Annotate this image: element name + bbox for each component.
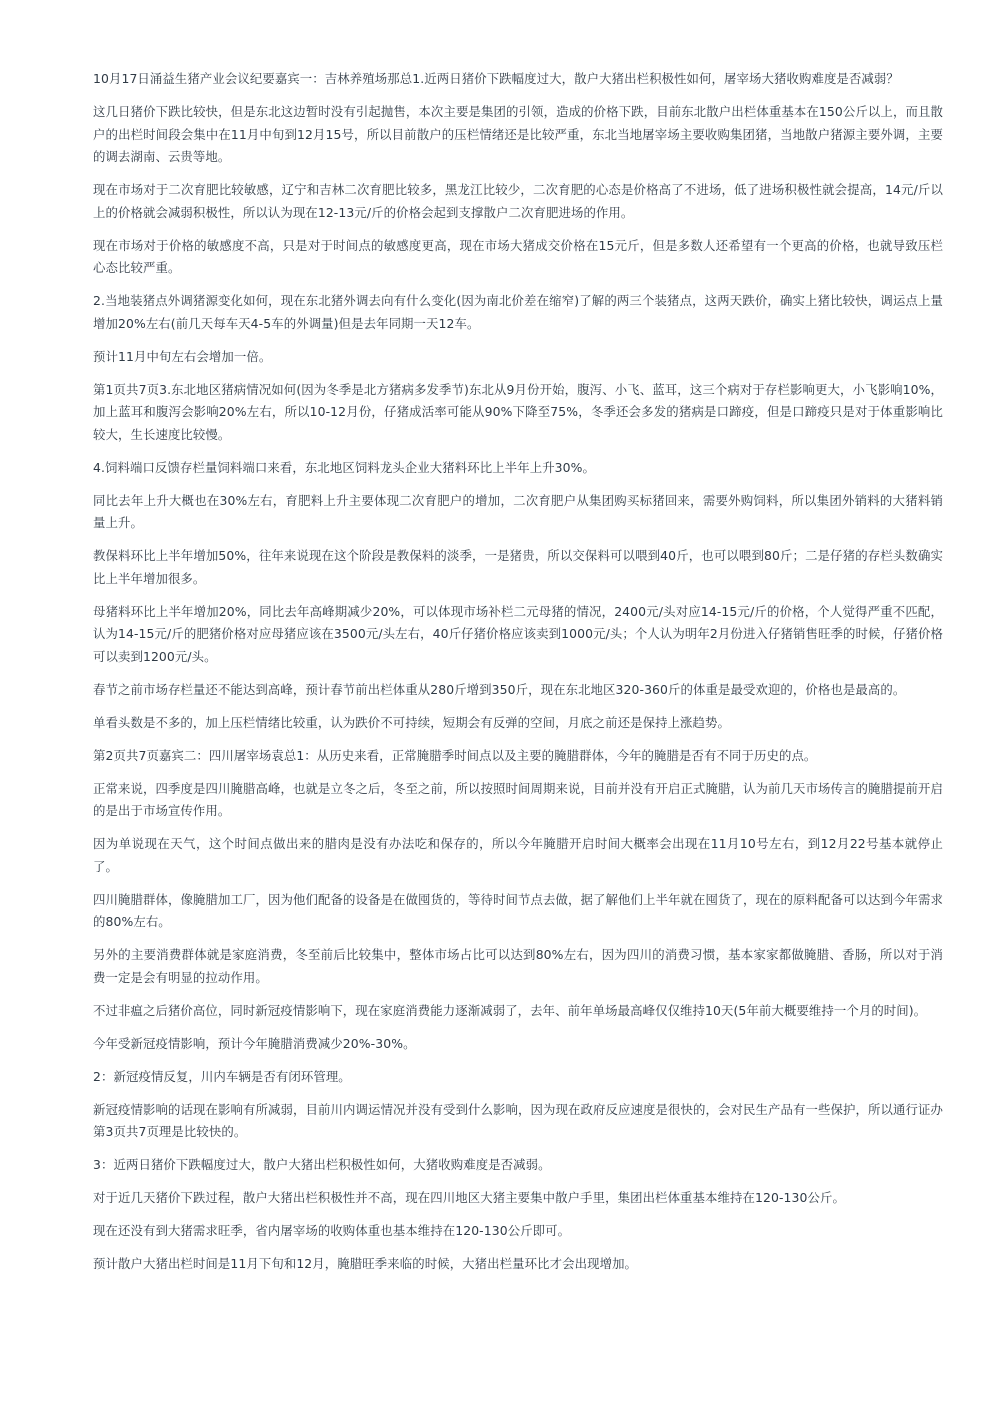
paragraph: 新冠疫情影响的话现在影响有所减弱，目前川内调运情况并没有受到什么影响，因为现在政府反应速度是很快的，会对民生产品有一些保护，所以通行证办第3页共7页理是比较快的。 xyxy=(93,1101,943,1139)
paragraph: 不过非瘟之后猪价高位，同时新冠疫情影响下，现在家庭消费能力逐渐减弱了，去年、前年单场最高峰仅仅维持10天(5年前大概要维持一个月的时间)。 xyxy=(93,1002,927,1018)
paragraph: 现在还没有到大猪需求旺季，省内屠宰场的收购体重也基本维持在120-130公斤即可。 xyxy=(93,1223,571,1238)
paragraph: 3：近两日猪价下跌幅度过大，散户大猪出栏积极性如何，大猪收购难度是否减弱。 xyxy=(93,1157,551,1172)
paragraph: 10月17日涌益生猪产业会议纪要嘉宾一：吉林养殖场那总1.近两日猪价下跌幅度过大，散户大猪出栏积极性如何，屠宰场大猪收购难度是否减弱？ xyxy=(93,71,899,86)
paragraph: 现在市场对于价格的敏感度不高，只是对于时间点的敏感度更高，现在市场大猪成交价格在15元斤，但是多数人还希望有一个更高的价格，也就导致压栏心态比较严重。 xyxy=(93,237,943,275)
document-body xyxy=(93,68,943,1286)
paragraph: 因为单说现在天气，这个时间点做出来的腊肉是没有办法吃和保存的，所以今年腌腊开启时间大概率会出现在11月10号左右，到12月22号基本就停止了。 xyxy=(93,836,943,874)
paragraph: 教保料环比上半年增加50%，往年来说现在这个阶段是教保料的淡季，一是猪贵，所以交保料可以喂到40斤，也可以喂到80斤；二是仔猪的存栏头数确实比上半年增加很多。 xyxy=(93,548,943,586)
paragraph: 现在市场对于二次育肥比较敏感，辽宁和吉林二次育肥比较多，黑龙江比较少，二次育肥的心态是价格高了不进场，低了进场积极性就会提高，14元/斤以上的价格就会减弱积极性，所以认为现在12-13元/斤的价格会起到支撑散户二次育肥进场的作用。 xyxy=(93,182,943,220)
paragraph: 预计散户大猪出栏时间是11月下旬和12月，腌腊旺季来临的时候，大猪出栏量环比才会出现增加。 xyxy=(93,1256,638,1271)
paragraph: 第1页共7页3.东北地区猪病情况如何(因为冬季是北方猪病多发季节)东北从9月份开始，腹泻、小飞、蓝耳，这三个病对于存栏影响更大，小飞影响10%，加上蓝耳和腹泻会影响20%左右，所以10-12月份，仔猪成活率可能从90%下降至75%，冬季还会多发的猪病是口蹄疫，但是口蹄疫只是对于体重影响比较大，生长速度比较慢。 xyxy=(93,381,943,442)
paragraph: 单看头数是不多的，加上压栏情绪比较重，认为跌价不可持续，短期会有反弹的空间，月底之前还是保持上涨趋势。 xyxy=(93,714,731,730)
paragraph: 四川腌腊群体，像腌腊加工厂，因为他们配备的设备是在做囤货的，等待时间节点去做，据了解他们上半年就在囤货了，现在的原料配备可以达到今年需求的80%左右。 xyxy=(93,891,943,929)
paragraph: 第2页共7页嘉宾二：四川屠宰场袁总1：从历史来看，正常腌腊季时间点以及主要的腌腊群体，今年的腌腊是否有不同于历史的点。 xyxy=(93,747,817,763)
paragraph: 2：新冠疫情反复，川内车辆是否有闭环管理。 xyxy=(93,1068,351,1084)
paragraph: 预计11月中旬左右会增加一倍。 xyxy=(93,348,272,364)
paragraph: 春节之前市场存栏量还不能达到高峰，预计春节前出栏体重从280斤增到350斤，现在东北地区320-360斤的体重是最受欢迎的，价格也是最高的。 xyxy=(93,681,906,697)
paragraph: 这几日猪价下跌比较快，但是东北这边暂时没有引起抛售，本次主要是集团的引领，造成的价格下跌，目前东北散户出栏体重基本在150公斤以上，而且散户的出栏时间段会集中在11月中旬到12月15号，所以目前散户的压栏情绪还是比较严重，东北当地屠宰场主要收购集团猪，当地散户猪源主要外调，主要的调去湖南、云贵等地。 xyxy=(93,104,943,164)
paragraph: 今年受新冠疫情影响，预计今年腌腊消费减少20%-30%。 xyxy=(93,1035,416,1051)
paragraph: 对于近几天猪价下跌过程，散户大猪出栏积极性并不高，现在四川地区大猪主要集中散户手里，集团出栏体重基本维持在120-130公斤。 xyxy=(93,1190,845,1205)
paragraph: 4.饲料端口反馈存栏量饲料端口来看，东北地区饲料龙头企业大猪料环比上半年上升30%。 xyxy=(93,459,596,475)
paragraph: 同比去年上升大概也在30%左右，育肥料上升主要体现二次育肥户的增加，二次育肥户从集团购买标猪回来，需要外购饲料，所以集团外销料的大猪料销量上升。 xyxy=(93,492,943,530)
paragraph: 另外的主要消费群体就是家庭消费，冬至前后比较集中，整体市场占比可以达到80%左右，因为四川的消费习惯，基本家家都做腌腊、香肠，所以对于消费一定是会有明显的拉动作用。 xyxy=(93,947,943,985)
paragraph: 母猪料环比上半年增加20%，同比去年高峰期减少20%，可以体现市场补栏二元母猪的情况，2400元/头对应14-15元/斤的价格，个人觉得严重不匹配，认为14-15元/斤的肥猪价格对应母猪应该在3500元/头左右，40斤仔猪价格应该卖到1000元/头；个人认为明年2月份进入仔猪销售旺季的时候，仔猪价格可以卖到1200元/头。 xyxy=(93,603,943,664)
paragraph: 正常来说，四季度是四川腌腊高峰，也就是立冬之后，冬至之前，所以按照时间周期来说，目前并没有开启正式腌腊，认为前几天市场传言的腌腊提前开启的是出于市场宣传作用。 xyxy=(93,780,943,818)
paragraph: 2.当地装猪点外调猪源变化如何，现在东北猪外调去向有什么变化(因为南北价差在缩窄)了解的两三个装猪点，这两天跌价，确实上猪比较快，调运点上量增加20%左右(前几天每车天4-5车的外调量)但是去年同期一天12车。 xyxy=(93,293,943,331)
